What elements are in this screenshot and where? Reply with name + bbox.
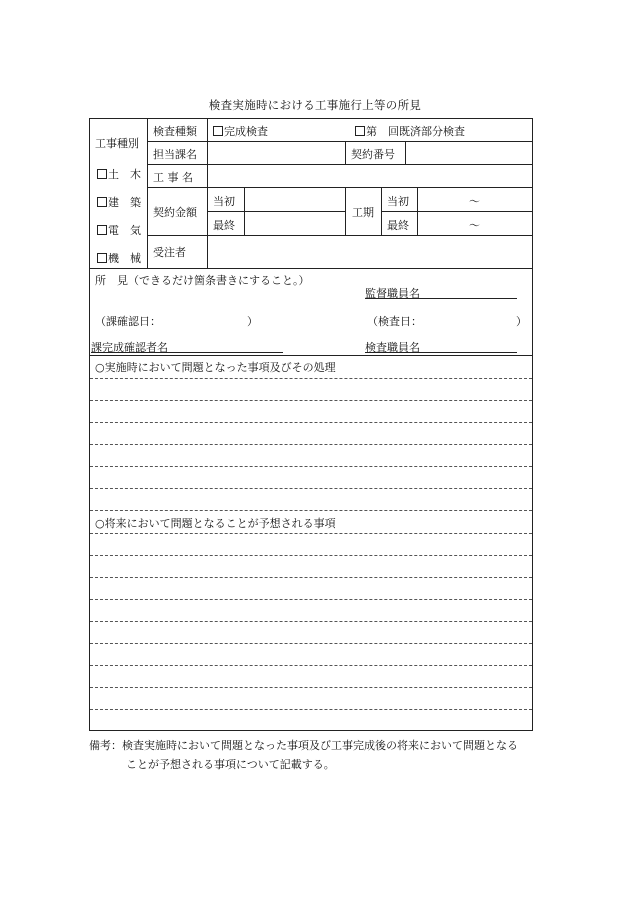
period-final-label: 最終: [387, 219, 409, 232]
completion-check-option[interactable]: 完成検査: [213, 123, 268, 139]
section2-heading: ○将来において問題となることが予想される事項: [95, 517, 336, 530]
period-initial-tilde: ～: [469, 195, 480, 208]
period-final-tilde: ～: [469, 219, 480, 232]
grid-line: [147, 187, 533, 188]
grid-line: [381, 211, 533, 212]
grid-line: [417, 187, 418, 235]
period-initial-label: 当初: [387, 195, 409, 208]
checkbox[interactable]: [97, 253, 107, 263]
findings-header: 所 見（できるだけ箇条書きにすること。）: [95, 274, 310, 287]
inspection-type-label: 検査種類: [153, 125, 197, 138]
grid-line: [244, 187, 245, 235]
writing-line: [90, 378, 532, 379]
note-line-1: 備考：検査実施時において問題となった事項及び工事完成後の将来において問題となる: [89, 739, 518, 752]
grid-line: [405, 141, 406, 164]
project-name-label: 工 事 名: [153, 171, 193, 184]
writing-line: [90, 400, 532, 401]
writing-line: [90, 599, 532, 600]
section1-heading: ○実施時において問題となった事項及びその処理: [95, 361, 336, 374]
grid-line: [147, 235, 533, 236]
writing-line: [90, 665, 532, 666]
supervisor-label: 監督職員名: [365, 287, 420, 300]
grid-line: [207, 118, 208, 268]
inspector-underline: [365, 352, 517, 353]
checkbox[interactable]: [355, 126, 365, 136]
grid-line: [147, 141, 533, 142]
work-type-option-mechanical[interactable]: 機 械: [97, 250, 141, 266]
writing-line: [90, 621, 532, 622]
note-line-2: ことが予想される事項について記載する。: [126, 758, 335, 771]
checkbox[interactable]: [97, 197, 107, 207]
grid-line: [207, 211, 345, 212]
writing-line: [90, 643, 532, 644]
checkbox[interactable]: [97, 169, 107, 179]
contractor-label: 受注者: [153, 246, 186, 259]
writing-line: [90, 510, 532, 511]
close-paren: ）: [247, 315, 258, 328]
grid-line: [345, 187, 346, 235]
grid-line: [381, 187, 382, 235]
writing-line: [90, 555, 532, 556]
writing-line: [90, 577, 532, 578]
writing-line: [90, 444, 532, 445]
supervisor-underline: [365, 298, 517, 299]
grid-line: [89, 355, 533, 356]
contract-no-label: 契約番号: [351, 148, 395, 161]
amount-initial-label: 当初: [213, 195, 235, 208]
close-paren: ）: [516, 315, 527, 328]
partial-check-option[interactable]: 第 回既済部分検査: [355, 123, 465, 139]
period-label: 工期: [352, 206, 374, 219]
section-confirm-date-label: （課確認日：: [95, 315, 161, 328]
section-label: 担当課名: [153, 148, 197, 161]
checkbox[interactable]: [97, 225, 107, 235]
completion-confirmer-label: 課完成確認者名: [91, 341, 168, 354]
work-type-option-electrical[interactable]: 電 気: [97, 222, 141, 238]
grid-line: [147, 164, 533, 165]
writing-line: [90, 466, 532, 467]
completion-confirmer-underline: [91, 352, 283, 353]
inspection-date-label: （検査日：: [367, 315, 422, 328]
checkbox[interactable]: [213, 126, 223, 136]
grid-line: [147, 118, 148, 268]
writing-line: [90, 422, 532, 423]
document-title: 検査実施時における工事施行上等の所見: [208, 98, 422, 112]
work-type-label: 工事種別: [95, 137, 139, 150]
writing-line: [90, 488, 532, 489]
work-type-option-building[interactable]: 建 築: [97, 194, 141, 210]
inspector-label: 検査職員名: [365, 341, 420, 354]
amount-final-label: 最終: [213, 219, 235, 232]
writing-line: [90, 709, 532, 710]
work-type-option-civil[interactable]: 土 木: [97, 166, 141, 182]
grid-line: [89, 268, 533, 269]
amount-label: 契約金額: [153, 206, 197, 219]
writing-line: [90, 533, 532, 534]
writing-line: [90, 687, 532, 688]
grid-line: [345, 141, 346, 164]
